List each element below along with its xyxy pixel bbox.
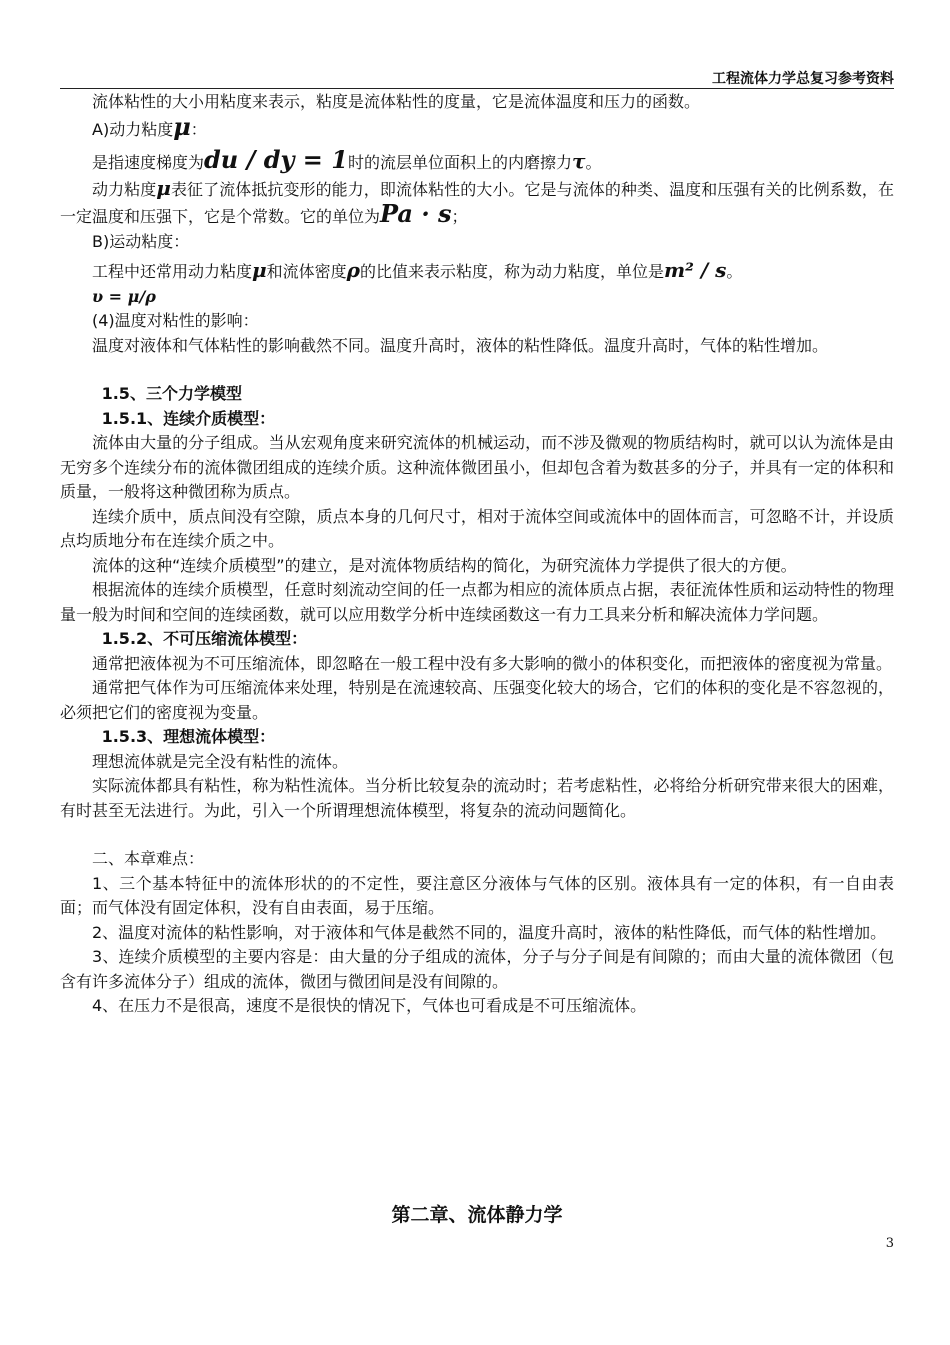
paragraph-continuum-3: 流体的这种“连续介质模型”的建立，是对流体物质结构的简化，为研究流体力学提供了很大的方便。 [92, 555, 797, 575]
paragraph-continuum-4: 根据流体的连续介质模型，任意时刻流动空间的任一点都为相应的流体质点占据，表征流体性质和运动特性的物理量一般为时间和空间的连续函数，就可以应用数学分析中连续函数这一有力工具来分析和解决流体力学问题。 [60, 580, 894, 624]
paragraph-incompressible-1: 通常把液体视为不可压缩流体，即忽略在一般工程中没有多大影响的微小的体积变化，而把液体的密度视为常量。 [92, 653, 893, 673]
difficulties-heading: 二、本章难点： [92, 849, 205, 868]
page-header [60, 66, 894, 89]
spacer [60, 358, 894, 382]
paragraph-continuum-2: 连续介质中，质点间没有空隙，质点本身的几何尺寸，相对于流体空间或流体中的固体而言，可忽略不计，并设质点均质地分布在连续介质之中。 [60, 506, 894, 550]
paragraph-continuum-1: 流体由大量的分子组成。当从宏观角度来研究流体的机械运动，而不涉及微观的物质结构时，就可以认为流体是由无穷多个连续分布的流体微团组成的连续介质。这种流体微团虽小，但却包含着为数甚多的分子，并具有一定的体积和质量，一般将这种微团称为质点。 [60, 433, 894, 501]
text: 工程中还常用动力粘度 [92, 262, 253, 281]
text: 动力粘度 [92, 179, 157, 199]
math-unit-pas: Pa · s [380, 199, 452, 228]
subsection-heading-continuum: 1.5.1、连续介质模型： [101, 408, 276, 428]
paragraph-dynamic-viscosity-desc [60, 176, 894, 230]
subsection-heading-ideal-fluid: 1.5.3、理想流体模型： [101, 727, 276, 746]
text: 是指速度梯度为 [92, 153, 205, 172]
math-mu: μ [173, 111, 191, 141]
math-mu: μ [252, 258, 267, 282]
paragraph-kinematic-viscosity-heading: B)运动粘度： [92, 231, 190, 251]
paragraph-incompressible-2: 通常把气体作为可压缩流体来处理，特别是在流速较高、压强变化较大的场合，它们的体积的变化是不容忽视的，必须把它们的密度视为变量。 [60, 678, 894, 722]
paragraph-ideal-fluid-2: 实际流体都具有粘性，称为粘性流体。当分析比较复杂的流动时；若考虑粘性，必将给分析研究带来很大的困难，有时甚至无法进行。为此，引入一个所谓理想流体模型，将复杂的流动问题简化。 [60, 776, 894, 820]
difficulty-item-1: 1、三个基本特征中的流体形状的的不定性，要注意区分液体与气体的区别。液体具有一定的体积，有一自由表面；而气体没有固定体积，没有自由表面，易于压缩。 [60, 873, 894, 917]
text: ； [451, 207, 468, 226]
header-title: 工程流体力学总复习参考资料 [712, 71, 894, 87]
paragraph-temperature-effect: 温度对液体和气体粘性的影响截然不同。温度升高时，液体的粘性降低。温度升高时，气体的粘性增加。 [92, 335, 829, 355]
paragraph-kinematic-viscosity-def [60, 258, 894, 285]
text: A)动力粘度 [92, 119, 174, 139]
spacer [60, 823, 894, 847]
paragraph-temperature-heading: (4)温度对粘性的影响： [92, 311, 259, 330]
difficulty-item-4: 4、在压力不是很高，速度不是很快的情况下，气体也可看成是不可压缩流体。 [92, 996, 647, 1015]
math-rho: ρ [346, 258, 360, 282]
subsection-heading-incompressible: 1.5.2、不可压缩流体模型： [101, 629, 308, 648]
paragraph-dynamic-viscosity-heading [60, 111, 894, 143]
math-unit-m2s: m² / s [664, 258, 727, 282]
math-mu: μ [156, 175, 171, 200]
page-number: 3 [885, 1236, 894, 1251]
text: ： [190, 119, 207, 139]
text: 和流体密度 [266, 262, 347, 281]
text: 表征了流体抵抗变形的能力，即流体粘性的大小。它是与流体的种类、温度和压强有关的比例系数，在一定温度和压强下，它是个常数。它的单位为 [60, 179, 894, 226]
text: 的比值来表示粘度，称为动力粘度，单位是 [359, 262, 664, 281]
math-tau: τ [571, 149, 586, 173]
math-nu-formula: υ = μ/ρ [92, 286, 156, 306]
math-dudy: du / dy = 1 [204, 145, 348, 174]
chapter-title: 第二章、流体静力学 [391, 1204, 563, 1226]
section-heading-three-models: 1.5、三个力学模型 [101, 384, 242, 403]
paragraph-dynamic-viscosity-def [60, 145, 894, 176]
text: 。 [726, 262, 743, 281]
difficulty-item-2: 2、温度对流体的粘性影响，对于液体和气体是截然不同的，温度升高时，液体的粘性降低，而气体的粘性增加。 [92, 922, 887, 942]
page-content [60, 90, 894, 1019]
paragraph-ideal-fluid-1: 理想流体就是完全没有粘性的流体。 [92, 751, 349, 771]
paragraph-viscosity-intro: 流体粘性的大小用粘度来表示，粘度是流体粘性的度量，它是流体温度和压力的函数。 [92, 92, 701, 111]
difficulty-item-3: 3、连续介质模型的主要内容是：由大量的分子组成的流体，分子与分子间是有间隙的；而由大量的流体微团（包含有许多流体分子）组成的流体，微团与微团间是没有间隙的。 [60, 947, 894, 991]
formula-kinematic-viscosity [60, 285, 894, 310]
text: 时的流层单位面积上的内磨擦力 [347, 153, 572, 172]
text: 。 [585, 153, 602, 172]
